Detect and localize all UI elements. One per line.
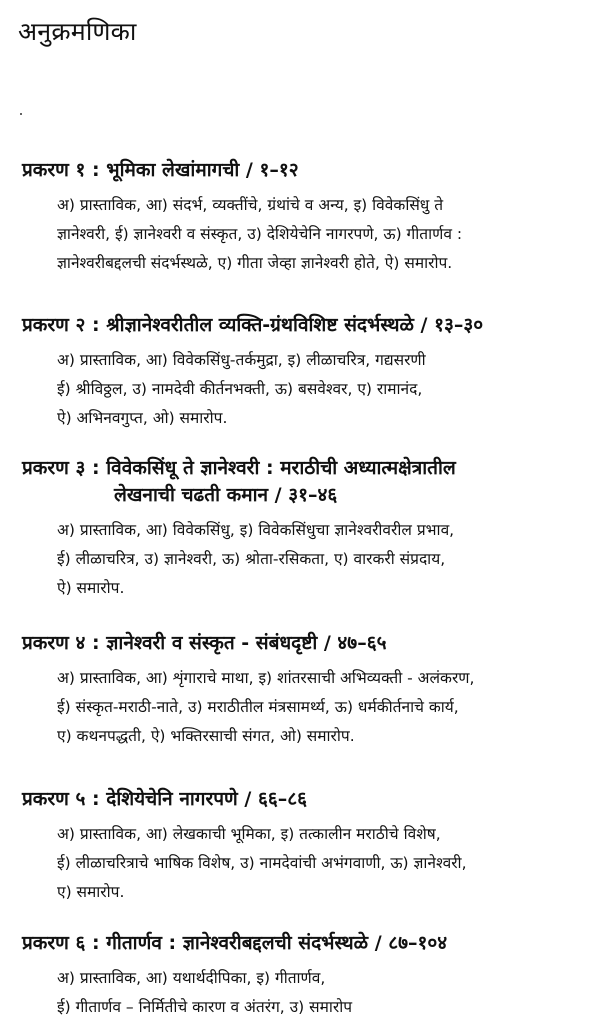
contents-line: अ) प्रास्ताविक, आ) संदर्भ, व्यक्तींचे, ग्रंथांचे व अन्य, इ) विवेकसिंधु ते <box>57 196 444 214</box>
contents-line: अ) प्रास्ताविक, आ) लेखकाची भूमिका, इ) तत्कालीन मराठीचे विशेष, <box>57 825 441 843</box>
chapter-heading-line: प्रकरण ३ : विवेकसिंधू ते ज्ञानेश्वरी : मराठीची अध्यात्मक्षेत्रातील <box>22 457 456 479</box>
contents-line: ई) संस्कृत-मराठी-नाते, उ) मराठीतील मंत्रसामर्थ्य, ऊ) धर्मकीर्तनाचे कार्य, <box>57 698 459 716</box>
contents-line: ई) लीळाचरित्र, उ) ज्ञानेश्वरी, ऊ) श्रोता-रसिकता, ए) वारकरी संप्रदाय, <box>57 550 446 568</box>
chapter-contents <box>57 820 592 907</box>
chapter-4 <box>22 630 592 751</box>
page-title: अनुक्रमणिका <box>18 17 137 46</box>
chapter-heading <box>22 455 592 509</box>
chapter-6 <box>22 930 592 1022</box>
chapter-heading: प्रकरण १ : भूमिका लेखांमागची / १–१२ <box>22 159 299 181</box>
chapter-heading: प्रकरण ६ : गीतार्णव : ज्ञानेश्वरीबद्दलची संदर्भस्थळे / ८७–१०४ <box>22 932 448 954</box>
contents-line: ई) गीतार्णव – निर्मितीचे कारण व अंतरंग, उ) समारोप <box>57 998 353 1016</box>
contents-line: ज्ञानेश्वरीबद्दलची संदर्भस्थळे, ए) गीता जेव्हा ज्ञानेश्वरी होते, ऐ) समारोप. <box>57 254 453 272</box>
contents-line: अ) प्रास्ताविक, आ) विवेकसिंधु, इ) विवेकसिंधुचा ज्ञानेश्वरीवरील प्रभाव, <box>57 521 455 539</box>
chapter-heading-continuation: लेखनाची चढती कमान / ३१–४६ <box>114 484 338 506</box>
chapter-5 <box>22 786 592 907</box>
chapter-3 <box>22 455 592 603</box>
contents-line: ज्ञानेश्वरी, ई) ज्ञानेश्वरी व संस्कृत, उ) देशियेचेनि नागरपणे, ऊ) गीतार्णव : <box>57 225 463 243</box>
contents-line: ऐ) समारोप. <box>57 579 125 597</box>
chapter-contents <box>57 964 592 1022</box>
contents-line: अ) प्रास्ताविक, आ) शृंगाराचे माथा, इ) शांतरसाची अभिव्यक्ती - अलंकरण, <box>57 669 475 687</box>
contents-line: ए) कथनपद्धती, ऐ) भक्तिरसाची संगत, ओ) समारोप. <box>57 727 355 745</box>
contents-line: अ) प्रास्ताविक, आ) यथार्थदीपिका, इ) गीतार्णव, <box>57 969 326 987</box>
contents-line: ए) समारोप. <box>57 883 125 901</box>
contents-line: अ) प्रास्ताविक, आ) विवेकसिंधु-तर्कमुद्रा, इ) लीळाचरित्र, गद्यसरणी <box>57 351 426 369</box>
chapter-heading: प्रकरण ५ : देशियेचेनि नागरपणे / ६६–८६ <box>22 788 307 810</box>
contents-line: ऐ) अभिनवगुप्त, ओ) समारोप. <box>57 409 228 427</box>
chapter-heading: प्रकरण ४ : ज्ञानेश्वरी व संस्कृत - संबंधदृष्टी / ४७–६५ <box>22 632 387 654</box>
contents-line: ई) लीळाचरित्राचे भाषिक विशेष, उ) नामदेवांची अभंगवाणी, ऊ) ज्ञानेश्वरी, <box>57 854 467 872</box>
chapter-heading: प्रकरण २ : श्रीज्ञानेश्वरीतील व्यक्ति-ग्रंथविशिष्ट संदर्भस्थळे / १३–३० <box>22 314 484 336</box>
scan-speck <box>20 113 22 115</box>
chapter-contents <box>57 516 592 603</box>
chapter-2 <box>22 312 592 433</box>
contents-line: ई) श्रीविठ्ठल, उ) नामदेवी कीर्तनभक्ती, ऊ) बसवेश्वर, ए) रामानंद, <box>57 380 423 398</box>
chapter-contents <box>57 346 592 433</box>
chapter-1 <box>22 157 592 278</box>
chapter-contents <box>57 191 592 278</box>
chapter-contents <box>57 664 592 751</box>
